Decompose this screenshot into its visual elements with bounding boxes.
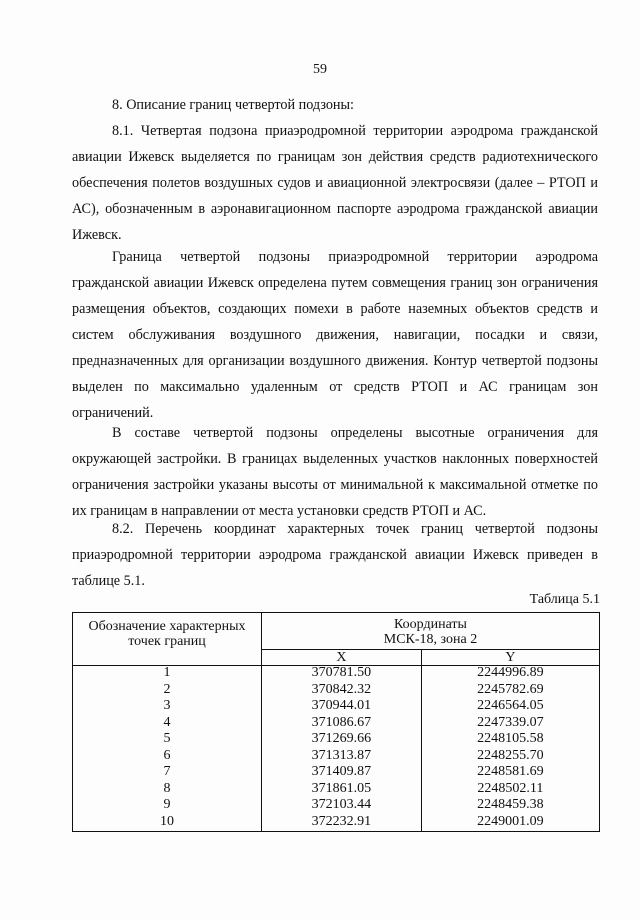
x-cell: 371313.87 [262, 749, 422, 766]
point-cell: 3 [73, 699, 262, 716]
paragraph-height-restrictions [72, 420, 598, 524]
x-cell: 371861.05 [262, 782, 422, 799]
coordinates-title: Координаты [394, 617, 467, 632]
y-cell: 2248255.70 [421, 749, 599, 766]
paragraph-line: обеспечения полетов воздушных судов и авиационной электросвязи (далее – РТОП и [72, 175, 598, 191]
table-row [73, 666, 600, 683]
point-cell: 8 [73, 782, 262, 799]
x-cell: 370944.01 [262, 699, 422, 716]
section-heading-text: 8. Описание границ четвертой подзоны: [112, 97, 354, 113]
paragraph-line: систем обслуживания воздушного движения, навигации, посадки и связи, [72, 327, 598, 343]
table-caption: Таблица 5.1 [529, 592, 600, 607]
x-cell: 371086.67 [262, 716, 422, 733]
table-row [73, 732, 600, 749]
table-row [73, 798, 600, 815]
paragraph-line: Граница четвертой подзоны приаэродромной территории аэродрома [112, 249, 598, 265]
paragraph-line: окружающей застройки. В границах выделенных участков наклонных поверхностей [72, 451, 598, 467]
table-row [73, 716, 600, 733]
table-row [73, 765, 600, 782]
x-cell: 372103.44 [262, 798, 422, 815]
table-row [73, 815, 600, 832]
table-row [73, 683, 600, 700]
coordinates-table [72, 612, 600, 832]
point-cell: 2 [73, 683, 262, 700]
coordinates-group-header [262, 613, 600, 650]
point-cell: 10 [73, 815, 262, 832]
paragraph-line: предназначенных для организации воздушного движения. Контур четвертой подзоны [72, 353, 598, 369]
paragraph-line: АС), обозначенным в аэронавигационном паспорте аэродрома гражданской авиации [72, 201, 598, 217]
x-column-header: X [262, 650, 422, 666]
x-cell: 370842.32 [262, 683, 422, 700]
y-cell: 2244996.89 [421, 666, 599, 683]
x-cell: 371409.87 [262, 765, 422, 782]
point-cell: 4 [73, 716, 262, 733]
section-heading [72, 92, 598, 118]
y-column-header: Y [421, 650, 599, 666]
y-cell: 2248459.38 [421, 798, 599, 815]
point-designation-header: Обозначение характерных точек границ [73, 613, 262, 666]
point-cell: 1 [73, 666, 262, 683]
paragraph-line: гражданской авиации Ижевск определена путем совмещения границ зон ограничения [72, 275, 598, 291]
paragraph-line: ограничений. [72, 405, 154, 421]
y-cell: 2245782.69 [421, 683, 599, 700]
x-cell: 370781.50 [262, 666, 422, 683]
y-cell: 2247339.07 [421, 716, 599, 733]
y-cell: 2249001.09 [421, 815, 599, 832]
coordinate-system-label: МСК-18, зона 2 [383, 632, 478, 647]
x-cell: 372232.91 [262, 815, 422, 832]
paragraph-8-1 [72, 118, 598, 248]
table-row [73, 782, 600, 799]
point-cell: 9 [73, 798, 262, 815]
paragraph-line: размещения объектов, создающих помехи в работе наземных объектов средств и [72, 301, 598, 317]
y-cell: 2248581.69 [421, 765, 599, 782]
paragraph-line: таблице 5.1. [72, 573, 145, 589]
paragraph-line: приаэродромной территории аэродрома гражданской авиации Ижевск приведен в [72, 547, 598, 563]
page-number: 59 [313, 62, 327, 77]
paragraph-8-2 [72, 516, 598, 594]
paragraph-line: ограничения застройки указаны высоты от минимальной к максимальной отметке по [72, 477, 598, 493]
y-cell: 2248105.58 [421, 732, 599, 749]
table-row [73, 699, 600, 716]
paragraph-line: их границам в направлении от места установки средств РТОП и АС. [72, 503, 487, 519]
paragraph-line: Ижевск. [72, 227, 122, 243]
paragraph-border-definition [72, 244, 598, 426]
paragraph-line: выделен по максимально удаленным от средств РТОП и АС границам зон [72, 379, 598, 395]
table-row [73, 749, 600, 766]
paragraph-line: 8.1. Четвертая подзона приаэродромной территории аэродрома гражданской [112, 123, 598, 139]
y-cell: 2248502.11 [421, 782, 599, 799]
y-cell: 2246564.05 [421, 699, 599, 716]
paragraph-line: авиации Ижевск выделяется по границам зон действия средств радиотехнического [72, 149, 598, 165]
paragraph-line: 8.2. Перечень координат характерных точек границ четвертой подзоны [112, 521, 598, 537]
paragraph-line: В составе четвертой подзоны определены высотные ограничения для [112, 425, 598, 441]
point-cell: 7 [73, 765, 262, 782]
point-cell: 6 [73, 749, 262, 766]
point-cell: 5 [73, 732, 262, 749]
x-cell: 371269.66 [262, 732, 422, 749]
